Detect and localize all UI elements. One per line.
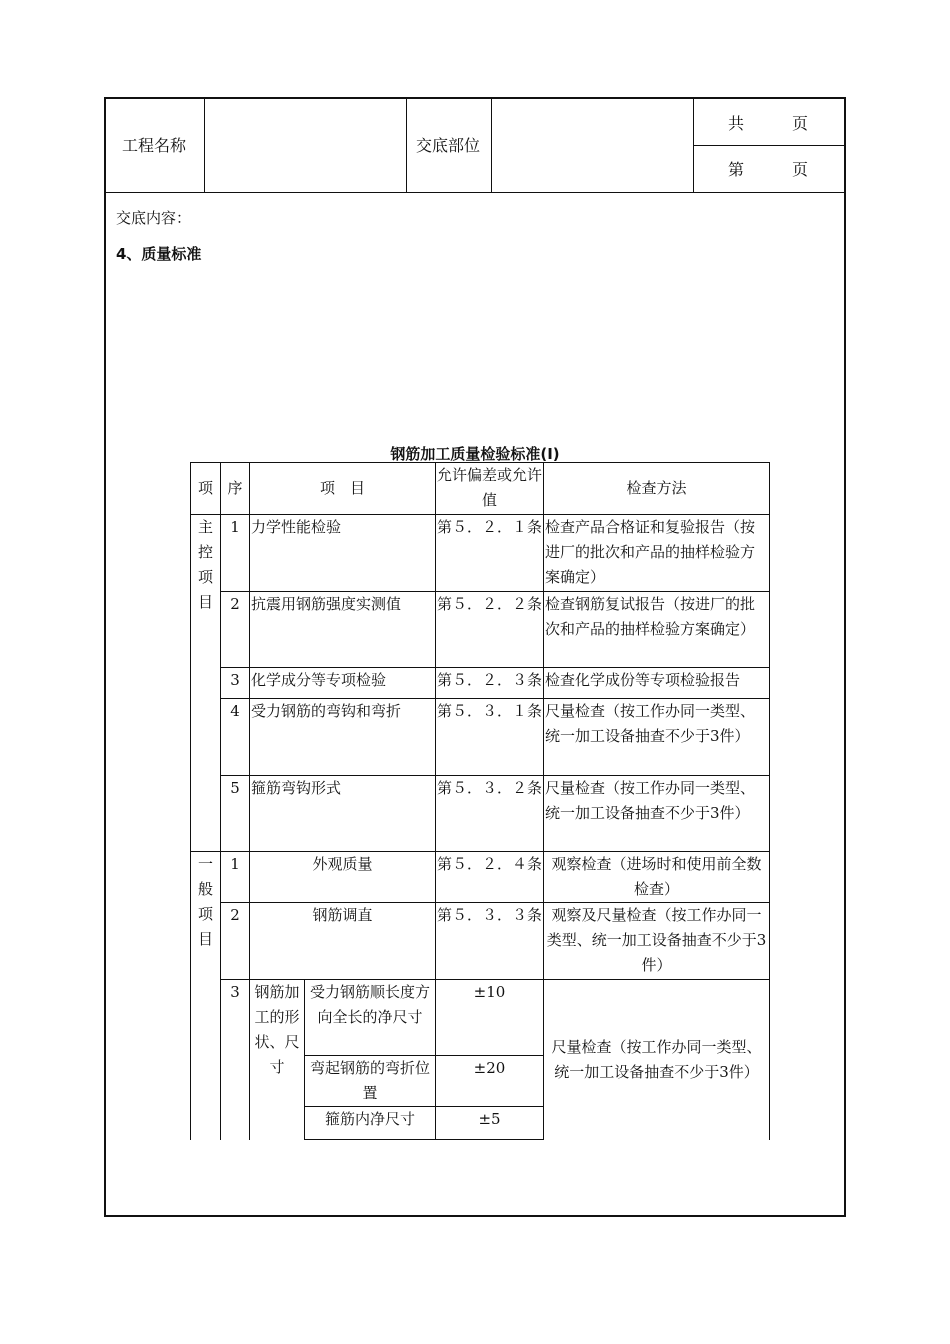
row-item: 化学成分等专项检验 [250,668,436,699]
total-pages: 共 页 [728,114,809,133]
row-item: 箍筋弯钩形式 [250,776,436,852]
sub-item: 受力钢筋顺长度方向全长的净尺寸 [305,980,436,1056]
project-name-label: 工程名称 [122,136,187,155]
table-title: 钢筋加工质量检验标准(Ⅰ) [390,445,560,463]
quality-standard-table [190,462,770,1140]
header-method: 检查方法 [544,463,770,515]
table-row [191,592,770,668]
row-item: 受力钢筋的弯钩和弯折 [250,699,436,776]
row-method: 尺量检查（按工作办同一类型、统一加工设备抽查不少于3件） [544,776,770,852]
sub-item: 箍筋内净尺寸 [305,1107,436,1140]
table-row [191,699,770,776]
table-row [191,668,770,699]
location-value[interactable] [495,129,689,163]
row-no: 1 [221,852,250,903]
divider [406,99,407,193]
section-title: 4、质量标准 [116,245,202,263]
row-no: 3 [221,668,250,699]
row-item: 钢筋调直 [250,903,436,980]
row-method: 观察检查（进场时和使用前全数检查） [544,852,770,903]
row-method: 检查钢筋复试报告（按进厂的批次和产品的抽样检验方案确定） [544,592,770,668]
table-row [191,515,770,592]
general-category: 一般项目 [191,852,221,1140]
row-allowed: 第５．２．２条 [436,592,544,668]
table-row [191,903,770,980]
shape-group: 钢筋加工的形状、尺寸 [250,980,305,1140]
row-item: 力学性能检验 [250,515,436,592]
content-label: 交底内容： [116,209,192,227]
row-no: 3 [221,980,250,1140]
header-item: 项 目 [250,463,436,515]
row-item: 抗震用钢筋强度实测值 [250,592,436,668]
row-no: 2 [221,903,250,980]
row-allowed: 第５．３．１条 [436,699,544,776]
sub-allowed: ±5 [436,1107,544,1140]
table-row [191,776,770,852]
row-no: 4 [221,699,250,776]
sub-item: 弯起钢筋的弯折位置 [305,1056,436,1107]
sub-allowed: ±20 [436,1056,544,1107]
row-method: 观察及尺量检查（按工作办同一类型、统一加工设备抽查不少于3件） [544,903,770,980]
page-number: 第 页 [728,160,809,179]
row-item: 外观质量 [250,852,436,903]
row-allowed: 第５．２．１条 [436,515,544,592]
main-category: 主控项目 [191,515,221,852]
shape-method: 尺量检查（按工作办同一类型、统一加工设备抽查不少于3件） [544,980,770,1140]
project-name-value[interactable] [208,129,402,163]
header-no: 序 [221,463,250,515]
header-category: 项 [191,463,221,515]
row-no: 2 [221,592,250,668]
row-method: 尺量检查（按工作办同一类型、统一加工设备抽查不少于3件） [544,699,770,776]
divider [204,99,205,193]
row-allowed: 第５．２．３条 [436,668,544,699]
row-no: 5 [221,776,250,852]
table-header-row [191,463,770,515]
row-method: 检查化学成份等专项检验报告 [544,668,770,699]
table-row [191,980,770,1056]
header-allowed: 允许偏差或允许值 [436,463,544,515]
row-method: 检查产品合格证和复验报告（按进厂的批次和产品的抽样检验方案确定） [544,515,770,592]
divider [693,145,844,146]
table-row [191,852,770,903]
row-no: 1 [221,515,250,592]
divider [491,99,492,193]
divider [693,99,694,193]
row-allowed: 第５．２．４条 [436,852,544,903]
row-allowed: 第５．３．２条 [436,776,544,852]
sub-allowed: ±10 [436,980,544,1056]
location-label: 交底部位 [416,136,481,155]
row-allowed: 第５．３．３条 [436,903,544,980]
